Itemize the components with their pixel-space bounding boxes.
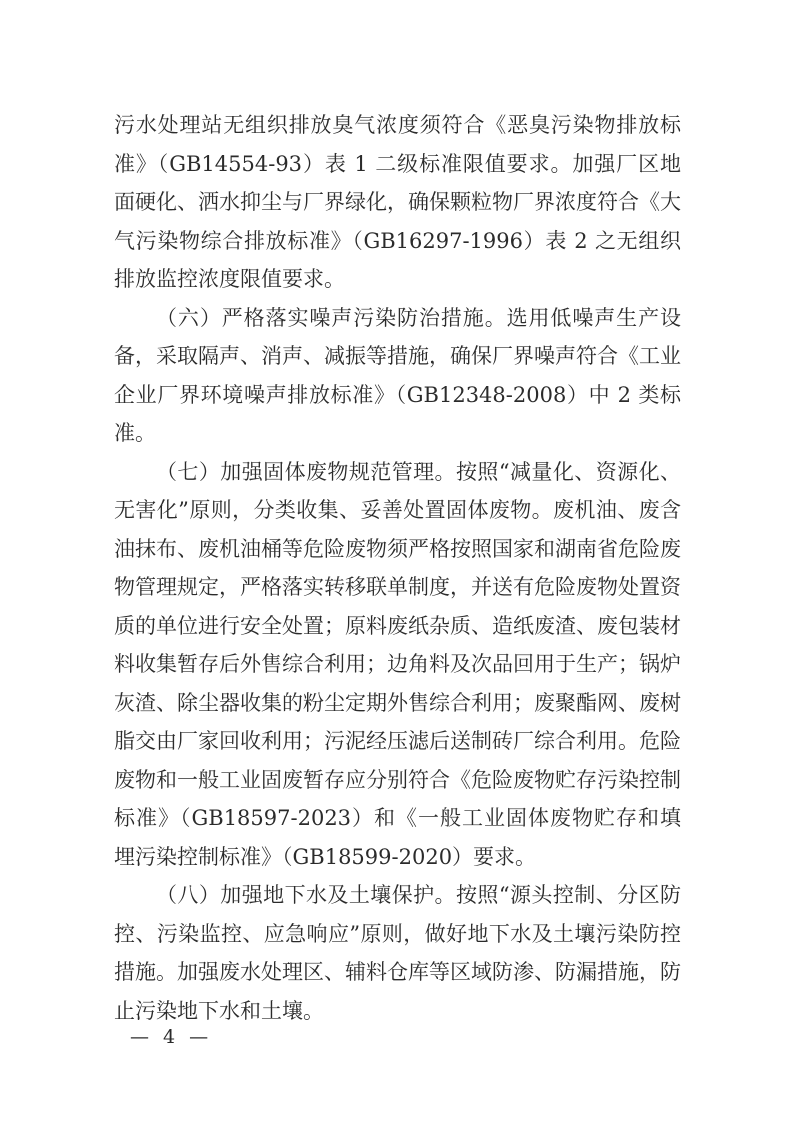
page-number: — 4 — (130, 1026, 213, 1048)
paragraph-item-6: （六）严格落实噪声污染防治措施。选用低噪声生产设备，采取隔声、消声、减振等措施，确保厂界噪声符合《工业企业厂界环境噪声排放标准》（GB12348-2008）中 2 类标准。 (114, 305, 681, 445)
paragraph-continuation: 污水处理站无组织排放臭气浓度须符合《恶臭污染物排放标准》（GB14554-93）表 1 二级标准限值要求。加强厂区地面硬化、洒水抑尘与厂界绿化，确保颗粒物厂界浓度符合《大气污染物综合排放标准》（GB16297-1996）表 2 之无组织排放监控浓度限值要求。 (114, 113, 681, 291)
paragraph-item-7: （七）加强固体废物规范管理。按照“减量化、资源化、无害化”原则，分类收集、妥善处置固体废物。废机油、废含油抹布、废机油桶等危险废物须严格按照国家和湖南省危险废物管理规定，严格落实转移联单制度，并送有危险废物处置资质的单位进行安全处置；原料废纸杂质、造纸废渣、废包装材料收集暂存后外售综合利用；边角料及次品回用于生产；锅炉灰渣、除尘器收集的粉尘定期外售综合利用；废聚酯网、废树脂交由厂家回收利用；污泥经压滤后送制砖厂综合利用。危险废物和一般工业固废暂存应分别符合《危险废物贮存污染控制标准》（GB18597-2023）和《一般工业固体废物贮存和填埋污染控制标准》（GB18599-2020）要求。 (114, 459, 681, 869)
document-body (114, 106, 681, 1030)
paragraph-item-8: （八）加强地下水及土壤保护。按照“源头控制、分区防控、污染监控、应急响应”原则，做好地下水及土壤污染防控措施。加强废水处理区、辅料仓库等区域防渗、防漏措施，防止污染地下水和土壤。 (114, 883, 681, 1023)
